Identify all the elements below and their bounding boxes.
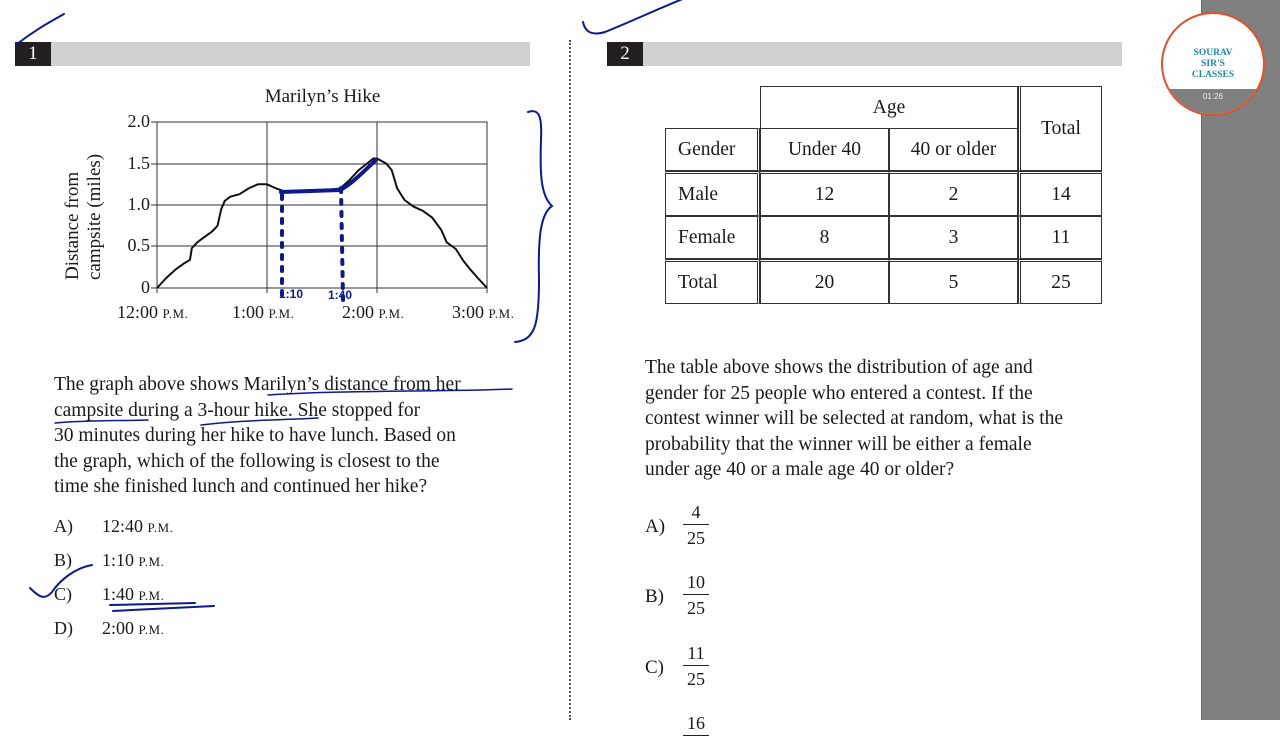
y-tick: 0 bbox=[141, 277, 150, 297]
y-axis-label-line2: campsite (miles) bbox=[84, 153, 105, 280]
hike-distance-line bbox=[157, 159, 487, 289]
age-group-header: Age bbox=[760, 86, 1018, 128]
watermark-text: SOURAV SIR'S CLASSES bbox=[1191, 48, 1235, 80]
gender-header: Gender bbox=[665, 128, 760, 171]
fraction: $\frac{10}{25}$ bbox=[683, 570, 709, 621]
video-timer: 01:26 bbox=[1163, 89, 1263, 116]
x-tick: 2:00 P.M. bbox=[342, 302, 405, 322]
cell: 12 bbox=[760, 171, 889, 216]
fraction: 16 bbox=[683, 711, 709, 736]
handwritten-labels bbox=[279, 287, 352, 302]
svg-text:1:40: 1:40 bbox=[328, 288, 353, 302]
q1-choice-d[interactable]: D) 2:00 P.M. bbox=[54, 618, 165, 638]
row-label-female: Female bbox=[665, 216, 760, 259]
cell: 2 bbox=[889, 171, 1018, 216]
age-gender-table bbox=[665, 86, 1102, 304]
row-label-male: Male bbox=[665, 171, 760, 216]
y-tick: 1.5 bbox=[127, 153, 150, 173]
q1-choice-a[interactable]: A) 12:40 P.M. bbox=[54, 516, 174, 536]
cell-total: 11 bbox=[1018, 216, 1102, 259]
cell: 3 bbox=[889, 216, 1018, 259]
chart-grid bbox=[151, 122, 487, 293]
cell: 5 bbox=[889, 259, 1018, 304]
fraction: $\frac{11}{25}$ bbox=[683, 641, 709, 692]
chart-title: Marilyn’s Hike bbox=[264, 86, 381, 107]
fraction: $\frac{4}{25}$ bbox=[683, 500, 709, 551]
y-axis-label-line1: Distance from bbox=[62, 171, 83, 280]
x-tick: 3:00 P.M. bbox=[452, 302, 515, 322]
q1-choice-c[interactable]: C) 1:40 P.M. bbox=[54, 584, 165, 604]
question-2-number: 2 bbox=[607, 42, 643, 66]
col-header-under-40: Under 40 bbox=[760, 128, 889, 171]
cell-total: 14 bbox=[1018, 171, 1102, 216]
svg-text:1:10: 1:10 bbox=[279, 287, 304, 301]
watermark-logo bbox=[1161, 12, 1265, 116]
question-2-prompt: The table above shows the distribution of age and gender for 25 people who entered a contest. If the contest winner will be selected at random, what is the probability that the winner will be either a female under age 40 or a male age 40 or older? bbox=[645, 357, 1064, 480]
q1-choice-b[interactable]: B) 1:10 P.M. bbox=[54, 550, 165, 570]
x-tick: 1:00 P.M. bbox=[232, 302, 295, 322]
y-tick: 0.5 bbox=[127, 235, 150, 255]
row-label-total: Total bbox=[665, 259, 760, 304]
col-header-40-or-older: 40 or older bbox=[889, 128, 1018, 171]
y-tick: 2.0 bbox=[127, 111, 150, 131]
question-1-number: 1 bbox=[15, 42, 51, 66]
cell: 8 bbox=[760, 216, 889, 259]
total-header: Total bbox=[1018, 86, 1102, 171]
y-tick: 1.0 bbox=[127, 194, 150, 214]
cell-total: 25 bbox=[1018, 259, 1102, 304]
cell: 20 bbox=[760, 259, 889, 304]
x-tick: 12:00 P.M. bbox=[117, 302, 189, 322]
question-1-prompt: The graph above shows Marilyn’s distance from her campsite during a 3-hour hike. She stopped for 30 minutes during her hike to have lunch. Based on the graph, which of the following is closest to the time she finished lunch and continued her hike? bbox=[54, 374, 461, 497]
